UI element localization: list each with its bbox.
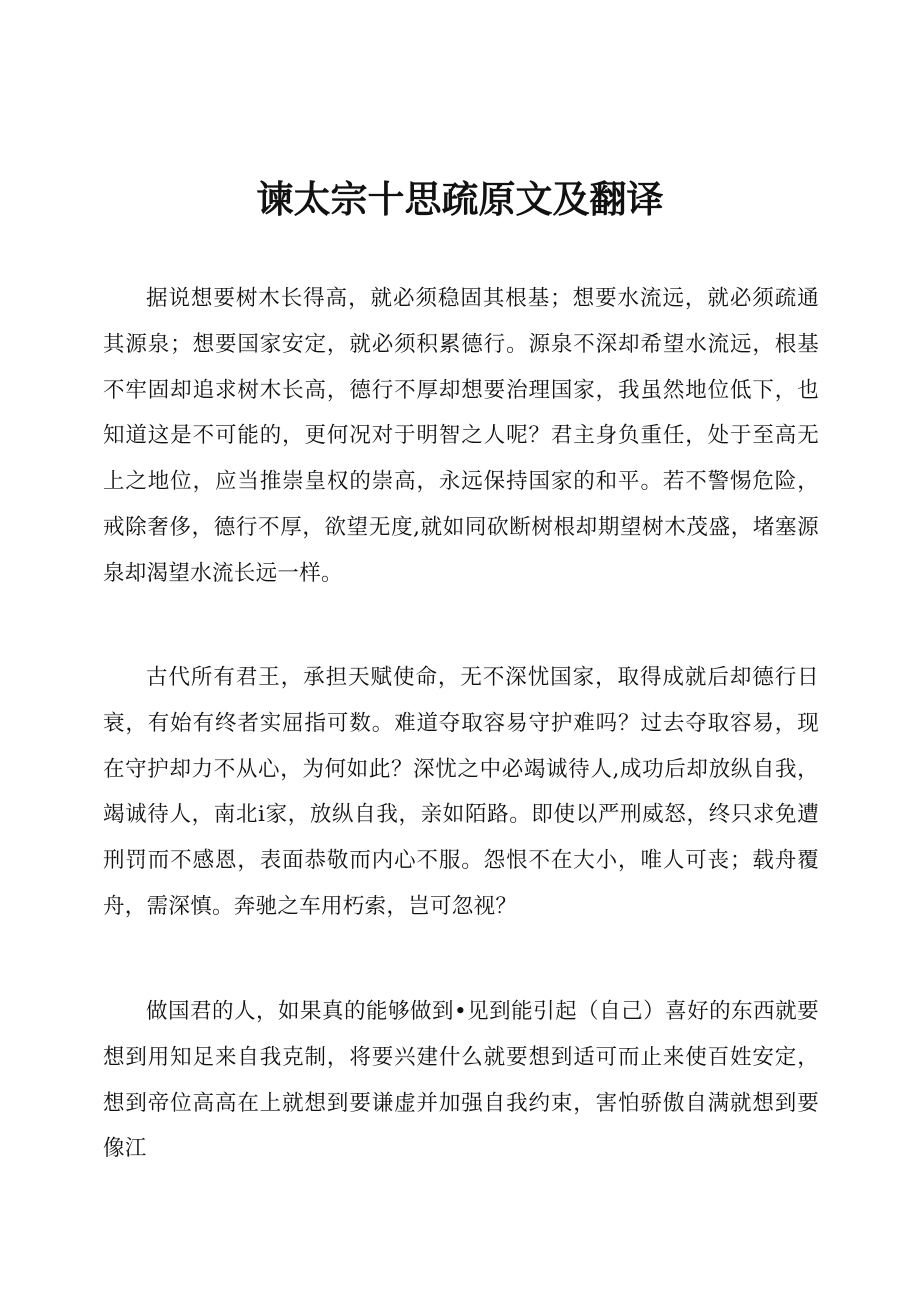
paragraph-2: 古代所有君王，承担天赋使命，无不深忧国家，取得成就后却德行日衰，有始有终者实屈指可数。难道夺取容易守护难吗？过去夺取容易，现在守护却力不从心，为何如此？深忧之中必竭诚待人,成功后却放纵自我，竭诚待人，南北i家，放纵自我，亲如陌路。即使以严刑威怒，终只求免遭刑罚而不感恩，表面恭敬而内心不服。怨恨不在大小，唯人可丧；载舟覆舟，需深慎。奔驰之车用朽索，岂可忽视？ bbox=[103, 665, 819, 919]
paragraph-3: 做国君的人，如果真的能够做到•见到能引起（自己）喜好的东西就要想到用知足来自我克制，将要兴建什么就要想到适可而止来使百姓安定，想到帝位高高在上就想到要谦虚并加强自我约束，害怕骄傲自满就想到要像江 bbox=[103, 999, 819, 1162]
document-title: 谏太宗十思疏原文及翻译 bbox=[256, 178, 664, 221]
paragraph-1: 据说想要树木长得高，就必须稳固其根基；想要水流远，就必须疏通其源泉；想要国家安定，就必须积累德行。源泉不深却希望水流远，根基不牢固却追求树木长高，德行不厚却想要治理国家，我虽然地位低下，也知道这是不可能的，更何况对于明智之人呢？君主身负重任，处于至高无上之地位，应当推崇皇权的崇高，永远保持国家的和平。若不警惕危险，戒除奢侈，德行不厚，欲望无度,就如同砍断树根却期望树木茂盛，堵塞源泉却渴望水流长远一样。 bbox=[103, 286, 819, 586]
